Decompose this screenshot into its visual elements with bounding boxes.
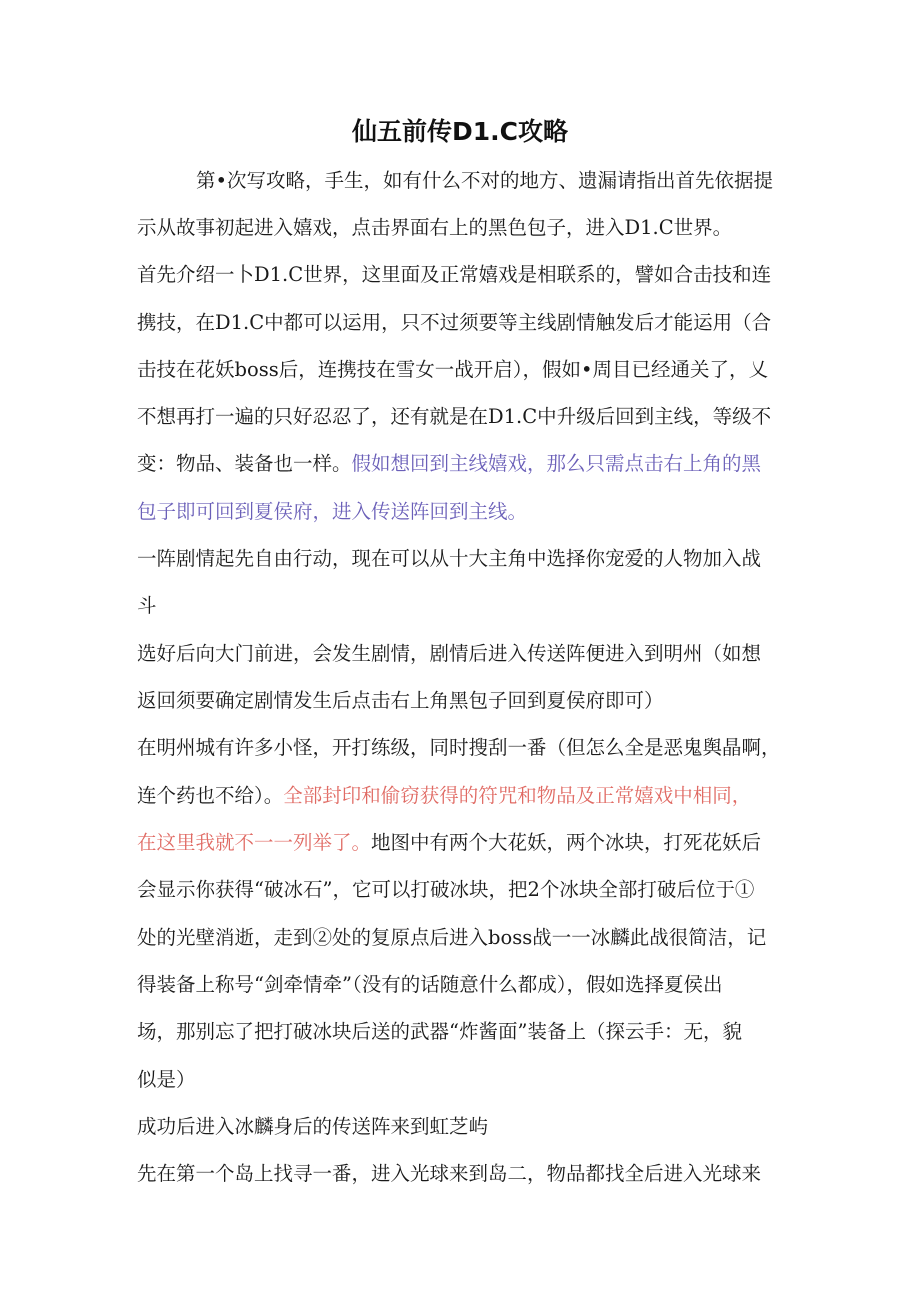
text-line bbox=[137, 592, 157, 620]
text-segment: 在明州城有许多小怪，开打练级，同时搜刮一番（但怎么全是恶鬼舆晶啊， bbox=[137, 736, 781, 759]
text-segment: 返回须要确定剧情发生后点击右上角黑包子回到夏侯府即可） bbox=[137, 689, 664, 712]
text-line bbox=[137, 403, 771, 431]
text-segment: 一阵剧情起先自由行动，现在可以从十大主角中选择你宠爱的人物加入战 bbox=[137, 547, 762, 570]
text-line bbox=[137, 261, 771, 289]
text-segment: 似是） bbox=[137, 1068, 196, 1091]
text-segment: 场，那别忘了把打破冰块后送的武器“炸酱面”装备上（探云手：无，貌 bbox=[137, 1020, 742, 1043]
text-segment: 斗 bbox=[137, 594, 157, 617]
text-segment: 第•次写攻略，手生，如有什么不对的地方、遗漏请指出首先依据提 bbox=[196, 169, 774, 192]
text-segment: 携技，在D1.C中都可以运用，只不过须要等主线剧情触发后才能运用（合 bbox=[137, 311, 772, 334]
text-line bbox=[137, 309, 771, 337]
text-segment: 首先介绍一卜D1.C世界，这里面及正常嬉戏是相联系的，譬如合击技和连 bbox=[137, 263, 772, 286]
text-line bbox=[196, 167, 773, 195]
text-line bbox=[137, 1160, 761, 1188]
text-segment: 连个药也不给）。 bbox=[137, 784, 284, 807]
text-line bbox=[137, 687, 664, 715]
text-line bbox=[137, 734, 781, 762]
text-line bbox=[137, 924, 766, 952]
text-segment: 处的光壁消逝，走到②处的复原点后进入boss战一一冰麟此战很简洁，记 bbox=[137, 926, 767, 949]
text-line bbox=[137, 356, 768, 384]
text-segment: 得装备上称号“剑牵情牵”（没有的话随意什么都成），假如选择夏侯出 bbox=[137, 973, 723, 996]
text-segment: 不想再打一遍的只好忍忍了，还有就是在D1.C中升级后回到主线，等级不 bbox=[137, 405, 772, 428]
text-line bbox=[137, 498, 527, 526]
text-line bbox=[137, 450, 761, 478]
highlighted-text-purple: 假如想回到主线嬉戏，那么只需点击右上角的黑 bbox=[351, 452, 762, 475]
text-segment: 示从故事初起进入嬉戏，点击界面右上的黑色包子，进入D1.C世界。 bbox=[137, 216, 733, 239]
text-segment: 先在第一个岛上找寻一番，进入光球来到岛二，物品都找全后进入光球来 bbox=[137, 1162, 762, 1185]
text-line bbox=[137, 971, 722, 999]
text-segment: 成功后进入冰麟身后的传送阵来到虹芝屿 bbox=[137, 1115, 489, 1138]
text-segment: 选好后向大门前进，会发生剧情，剧情后进入传送阵便进入到明州（如想 bbox=[137, 642, 762, 665]
highlighted-text-red: 全部封印和偷窃获得的符咒和物品及正常嬉戏中相同， bbox=[283, 784, 752, 807]
document-title: 仙五前传D1.C攻略 bbox=[352, 117, 568, 146]
text-line bbox=[137, 1018, 742, 1046]
text-segment: 会显示你获得“破冰石”，它可以打破冰块，把2个冰块全部打破后位于① bbox=[137, 878, 755, 901]
text-line bbox=[137, 829, 761, 857]
highlighted-text-red: 在这里我就不一一列举了。 bbox=[137, 831, 372, 854]
text-line bbox=[137, 545, 761, 573]
text-segment: 地图中有两个大花妖，两个冰块，打死花妖后 bbox=[371, 831, 762, 854]
text-line bbox=[137, 214, 732, 242]
text-line bbox=[137, 1113, 488, 1141]
text-line bbox=[137, 782, 751, 810]
text-line bbox=[137, 640, 761, 668]
highlighted-text-purple: 包子即可回到夏侯府，进入传送阵回到主线。 bbox=[137, 500, 528, 523]
text-line bbox=[137, 1066, 196, 1094]
text-segment: 击技在花妖boss后，连携技在雪女一战开启），假如•周目已经通关了，乂 bbox=[137, 358, 768, 381]
text-segment: 变：物品、装备也一样。 bbox=[137, 452, 352, 475]
text-line bbox=[137, 876, 754, 904]
